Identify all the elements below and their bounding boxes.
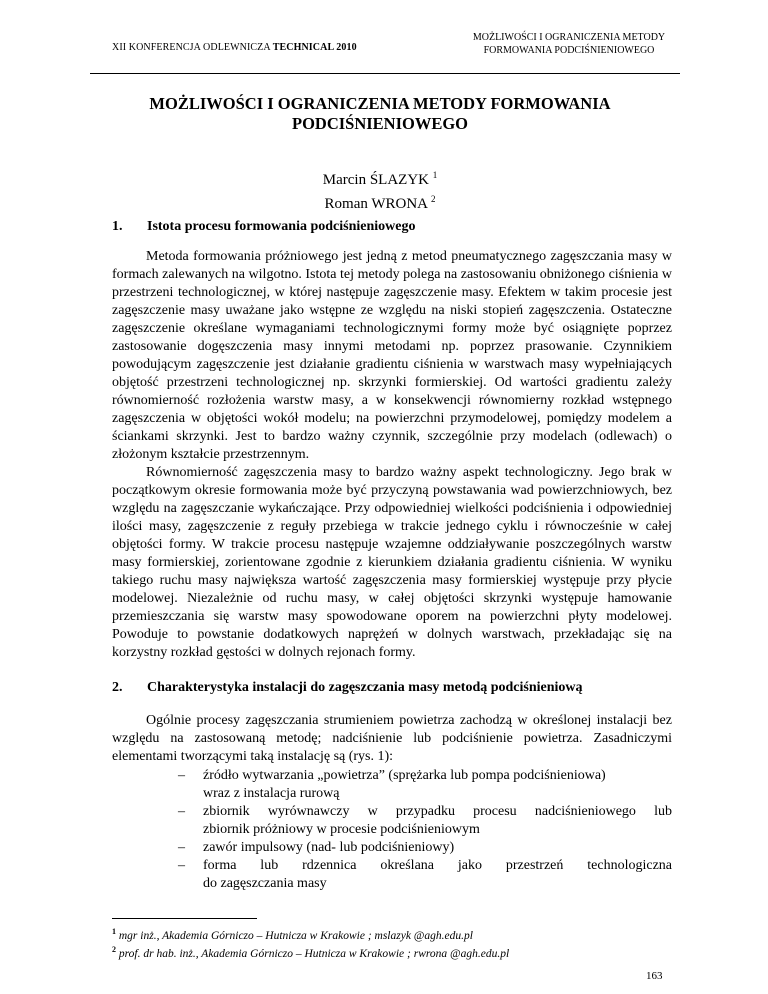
- list-dash: –: [178, 858, 185, 873]
- running-header-line2: FORMOWANIA PODCIŚNIENIOWEGO: [483, 45, 655, 56]
- footnotes: [112, 925, 509, 961]
- title-line1: MOŻLIWOŚCI I OGRANICZENIA METODY FORMOWANIA: [149, 94, 611, 113]
- conference-bold: TECHNICAL 2010: [272, 42, 357, 53]
- list-item: [178, 839, 672, 857]
- running-header-left: [112, 42, 357, 53]
- section-1-body: [112, 248, 672, 662]
- author-1: [300, 166, 460, 190]
- list-item: [178, 857, 672, 893]
- paper-title: [100, 94, 660, 134]
- author-1-sup: 1: [432, 170, 438, 180]
- section-1-paragraph-2: Równomierność zagęszczenia masy to bardzo ważny aspekt technologiczny. Jego brak w początkowym okresie formowania może być przyczyną powstawania wad powierzchniowych, bez względu na zagęszczanie wykańczające. Przy odpowiedniej wielkości podciśnienia i odpowiedniej ilości masy, zagęszczenie z reguły przebiega w trakcie jednego cyklu i równocześnie w całej objętości formy. W trakcie procesu następuje wzajemne oddziaływanie poszczególnych warstw masy formierskiej, zorientowane zgodnie z kierunkiem działania gradientu ciśnienia. W wyniku takiego ruchu masy największa wartość zagęszczenia masy formierskiej występuje przy płycie modelowej. Niezależnie od ruchu masy, w całej objętości skrzynki występuje hamowanie przemieszczania się warstw masy spowodowane oporem na powierzchni płyty modelowej. Powoduje to powstanie dodatkowych naprężeń w dolnych warstwach, przekładając się na korzystny rozkład gęstości w dolnych rejonach formy.: [112, 465, 672, 660]
- list-dash: –: [178, 804, 185, 819]
- section-2-paragraph-1: Ogólnie procesy zagęszczania strumieniem powietrza zachodzą w określonej instalacji bez względu na zastosowaną metodę; nadciśnienie lub podciśnienie powietrza. Zasadniczymi elementami tworzącymi taką instalację są (rys. 1):: [112, 713, 672, 764]
- list-item: [178, 767, 672, 803]
- list-item-1-line2: wraz z instalacja rurową: [203, 786, 340, 801]
- footnote-2-text: prof. dr hab. inż., Akademia Górniczo – Hutnicza w Krakowie ; rwrona @agh.edu.pl: [116, 947, 510, 960]
- author-2-name: Roman WRONA: [324, 196, 428, 212]
- running-header-line1: MOŻLIWOŚCI I OGRANICZENIA METODY: [472, 32, 666, 43]
- list-item-3-line1: zawór impulsowy (nad- lub podciśnieniowy): [203, 840, 455, 855]
- section-1-title: Istota procesu formowania podciśnieniowego: [147, 219, 416, 234]
- header-rule: [90, 73, 680, 74]
- footnote-1-mark: 1: [112, 927, 116, 936]
- list-item: [178, 803, 672, 839]
- author-2-sup: 2: [430, 194, 436, 204]
- section-1-paragraph-1: Metoda formowania próżniowego jest jedną z metod pneumatycznego zagęszczania masy w formach zalewanych na wilgotno. Istota tej metody polega na zastosowaniu obniżonego ciśnienia w przestrzeni technologicznej, w której następuje zagęszczenie masy. Efektem w takim procesie jest zagęszczenie masy uważane jako wstępne ze względu na niski stopień zagęszczenia. Ostateczne zagęszczenie określane wymaganiami technologicznymi formy może być osiągnięte poprzez zastosowanie dogęszczenia masy innymi metodami np. poprzez prasowanie. Czynnikiem powodującym zagęszczenie jest działanie gradientu ciśnienia w warstwach masy wypełniających objętość przestrzeni technologicznej np. skrzynki formierskiej. Od wartości gradientu zależy równomierność rozłożenia warstw masy, a w konsekwencji równomierny rozkład wstępnego zagęszczenia w objętości wokół modelu; na powierzchni przymodelowej, pomiędzy modelem a ściankami skrzynki. Jest to bardzo ważny czynnik, szczególnie przy modelach (odlewach) o złożonym kształcie przestrzennym.: [112, 249, 672, 462]
- list-dash: –: [178, 840, 185, 855]
- author-1-name: Marcin ŚLAZYK: [322, 172, 429, 188]
- section-2-title: Charakterystyka instalacji do zagęszczania masy metodą podciśnieniową: [147, 680, 583, 695]
- section-2-number: 2.: [112, 680, 123, 695]
- section-2-body: [112, 712, 672, 766]
- footnote-rule: [112, 918, 257, 919]
- list-item-2-line1: zbiornik wyrównawczy w przypadku procesu nadciśnieniowego lub: [203, 804, 672, 819]
- list-item-2-line2: zbiornik próżniowy w procesie podciśnieniowym: [203, 822, 480, 837]
- page-number: 163: [646, 970, 663, 982]
- list-item-1-line1: źródło wytwarzania „powietrza” (sprężarka lub pompa podciśnieniowa): [203, 768, 606, 783]
- list-dash: –: [178, 768, 185, 783]
- footnote-1: [112, 925, 509, 943]
- section-1-heading: [112, 219, 415, 235]
- footnote-1-text: mgr inż., Akademia Górniczo – Hutnicza w Krakowie ; mslazyk @agh.edu.pl: [116, 929, 473, 942]
- component-list: [178, 767, 672, 893]
- section-1-number: 1.: [112, 219, 123, 234]
- conference-name: XII KONFERENCJA ODLEWNICZA: [112, 42, 273, 53]
- title-line2: PODCIŚNIENIOWEGO: [291, 114, 469, 133]
- footnote-2-mark: 2: [112, 944, 116, 954]
- authors: [300, 166, 460, 214]
- section-2-heading: [112, 680, 583, 696]
- list-item-4-line2: do zagęszczania masy: [203, 876, 327, 891]
- list-item-4-line1: forma lub rdzennica określana jako przestrzeń technologiczna: [203, 858, 672, 873]
- author-2: [300, 190, 460, 214]
- running-header-right: [440, 31, 698, 57]
- footnote-2: [112, 943, 509, 961]
